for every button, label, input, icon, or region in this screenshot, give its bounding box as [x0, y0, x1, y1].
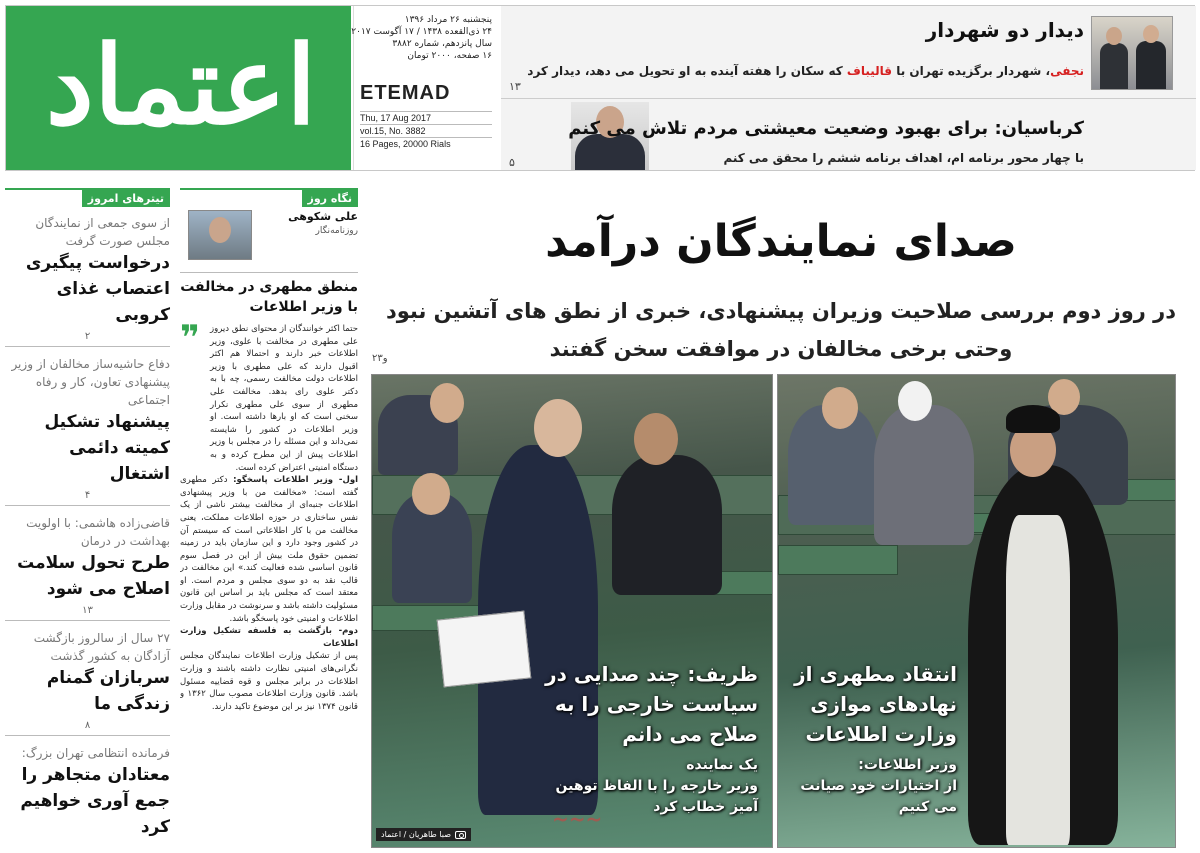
- issue-price-en: 16 Pages, 20000 Rials: [360, 137, 492, 150]
- item-headline[interactable]: طرح تحول سلامت اصلاح می شود: [17, 553, 170, 599]
- caption-title[interactable]: انتقاد مطهری از نهادهای موازی وزارت اطلاعات: [794, 662, 957, 746]
- main-subheadline-2: وحتی برخی مخالفان در موافقت سخن گفتند: [549, 337, 1013, 361]
- quote-icon: ❞: [180, 323, 200, 358]
- top-stories: [501, 6, 1196, 170]
- headlines-header: تیترهای امروز: [5, 188, 170, 206]
- opinion-title[interactable]: منطق مطهری در مخالفت با وزیر اطلاعات: [180, 272, 358, 317]
- author-row: [180, 210, 358, 272]
- opinion-text: [180, 323, 358, 713]
- issue-info: [353, 6, 498, 170]
- opinion-body: [180, 323, 358, 853]
- issue-info-persian: [351, 14, 492, 62]
- issue-date-en: Thu, 17 Aug 2017: [360, 111, 492, 124]
- newspaper-logo[interactable]: [6, 6, 351, 170]
- item-headline[interactable]: معتادان متجاهر را جمع آوری خواهیم کرد: [20, 765, 170, 837]
- item-kicker: فرمانده انتظامی تهران بزرگ:: [21, 746, 170, 760]
- list-item[interactable]: [5, 629, 170, 736]
- issue-date-fa: پنجشنبه ۲۶ مرداد ۱۳۹۶: [404, 15, 492, 25]
- photo-alavi[interactable]: [777, 374, 1176, 848]
- main-subheadline: در روز دوم بررسی صلاحیت وزیران پیشنهادی، خبری از نطق های آتشین نبود: [385, 299, 1177, 323]
- item-kicker: ۲۷ سال از سالروز بازگشت آزادگان به کشور گذشت: [33, 631, 170, 663]
- caption-kicker: یک نماینده: [686, 757, 758, 773]
- caption-sub: وزیر خارجه را با الفاظ توهین آمیز خطاب کرد: [555, 778, 758, 815]
- paragraph: پس از تشکیل وزارت اطلاعات نمایندگان مجلس نگرانی‌های امنیتی نظارت داشته باشند و وزارت اطلاعات در برابر مجلس و قوه قضاییه مسئول باشد. قانون وزارت اطلاعات مصوب سال ۱۳۶۲ و قانون ۱۳۷۴ نیز بر این موضوع تاکید دارند.: [180, 651, 358, 712]
- opinion-header: نگاه روز: [180, 188, 358, 206]
- issue-info-english: [360, 111, 492, 150]
- story-sub-karbasian: با چهار محور برنامه ام، اهداف برنامه ششم را محقق می کنم: [723, 151, 1084, 165]
- main-page-ref: ۲و۳: [372, 353, 388, 364]
- item-page: ۲: [5, 330, 170, 347]
- main-headline[interactable]: صدای نمایندگان درآمد: [545, 216, 1017, 267]
- photo-zarif[interactable]: [371, 374, 773, 848]
- story-title-karbasian[interactable]: کرباسیان: برای بهبود وضعیت معیشتی مردم تلاش می کنم: [568, 118, 1084, 139]
- issue-price-fa: ۱۶ صفحه، ۲۰۰۰ تومان: [407, 51, 492, 61]
- item-headline[interactable]: سربازان گمنام زندگی ما: [46, 668, 170, 714]
- issue-date-hijri: ۲۴ ذی‌القعده ۱۴۳۸ / ۱۷ آگوست ۲۰۱۷: [351, 27, 492, 37]
- item-kicker: قاضی‌زاده هاشمی: با اولویت بهداشت در درمان: [26, 516, 170, 548]
- item-kicker: دفاع حاشیه‌ساز مخالفان از وزیر پیشنهادی تعاون، کار و رفاه اجتماعی: [11, 357, 170, 407]
- folder: [437, 611, 532, 688]
- caption-sub: از اختیارات خود صیانت می کنیم: [800, 778, 957, 815]
- story-page-mayors: ۱۳: [509, 80, 521, 93]
- headlines-column: [5, 188, 170, 848]
- author-photo: [188, 210, 252, 260]
- logo-text: اعتماد: [45, 23, 317, 149]
- latin-name: ETEMAD: [360, 82, 451, 104]
- item-headline[interactable]: درخواست پیگیری اعتصاب غذای کروبی: [25, 253, 170, 325]
- list-item[interactable]: [5, 214, 170, 347]
- author-name[interactable]: علی شکوهی: [288, 210, 358, 223]
- masthead: [5, 5, 1195, 171]
- opinion-column: [180, 188, 358, 848]
- author-role: روزنامه‌نگار: [315, 226, 358, 236]
- story-sub-mayors: نجفی، شهردار برگزیده تهران با قالیباف که سکان را هفته آینده به او تحویل می دهد، دیدار کرد: [527, 64, 1084, 78]
- paragraph-subhead: اول- وزیر اطلاعات پاسخگو: دکتر مطهری گفته است: «مخالفت من با وزیر پیشنهادی اطلاعات جنبه‌ای از مخالفت بیشتر ناشی از یک نفس ساختاری در حوزه اطلاعات مملکت، یعنی مخالفت من با کار اطلاعاتی است که سیستم آن در کشور وجود دارد و این سازمان باید در زمینه تضمین حقوق ملت بیش از این در فصل سوم قانون اساسی شده فعالیت کند.» این مخالفت در قالب نقد به دو سوی مجلس و مردم است. او معتقد است که مجلس باید بر اساس این قانون مسئولیت داشته باشد و سرنوشت در مقابل وزارت اطلاعات و امنیتی خود پاسخگو باشد.: [180, 475, 358, 624]
- watermark: ~~~: [552, 807, 603, 831]
- photo-credit: صبا طاهریان / اعتماد: [376, 828, 471, 841]
- story-title-mayors[interactable]: دیدار دو شهردار: [925, 18, 1084, 42]
- item-page: ۴: [5, 489, 170, 506]
- paragraph-subhead: دوم- بازگشت به فلسفه تشکیل وزارت اطلاعات: [180, 626, 358, 649]
- item-kicker: از سوی جمعی از نمایندگان مجلس صورت گرفت: [35, 216, 170, 248]
- story-photo-mayors[interactable]: [1091, 16, 1173, 90]
- caption-title[interactable]: ظریف: چند صدایی در سیاست خارجی را به صلاح می دانم: [545, 662, 758, 746]
- list-item[interactable]: [5, 744, 170, 840]
- list-item[interactable]: [5, 514, 170, 621]
- issue-number-en: vol.15, No. 3882: [360, 124, 492, 137]
- list-item[interactable]: [5, 355, 170, 506]
- story-page-karbasian: ۵: [509, 156, 515, 169]
- item-page: ۸: [5, 719, 170, 736]
- paragraph: حتما اکثر خوانندگان از محتوای نطق دیروز علی مطهری در مخالفت با علوی، وزیر اطلاعات خبر دارند و احتمالا هم اکثر اقبول دارند که علی مطهری با وزیر اطلاعات دولت مخالفت رسمی، چه با به دکتر علوی رای بدهد. مخالفت علی مطهری از سوی علی مطهری نکرار سخنی است که او بارها داشته است. او وزیر اطلاعات در کشور را شایسته نمی‌داند و این مسئله را در مجلس با وزیر اطلاعات پیش از این مطرح کرده و به دستگاه امنیتی اعتراض کرده است.: [210, 324, 358, 473]
- camera-icon: [455, 831, 466, 839]
- item-page: ۱۳: [5, 604, 170, 621]
- item-headline[interactable]: پیشنهاد تشکیل کمیته دائمی اشتغال: [44, 412, 170, 484]
- issue-number-fa: سال پانزدهم، شماره ۳۸۸۲: [392, 39, 492, 49]
- divider: [501, 98, 1196, 99]
- caption-kicker: وزیر اطلاعات:: [858, 757, 957, 773]
